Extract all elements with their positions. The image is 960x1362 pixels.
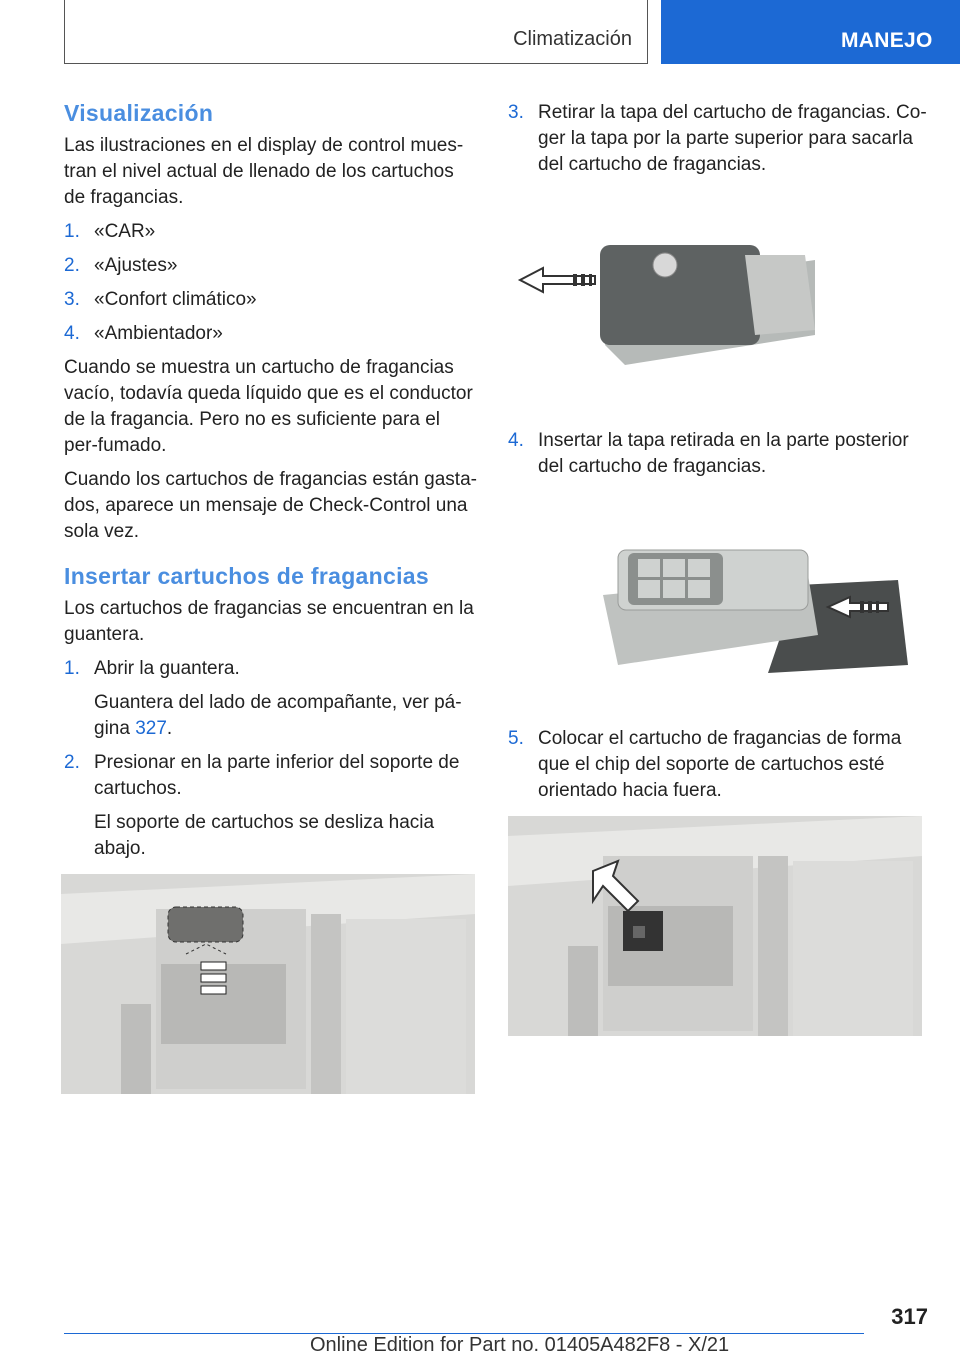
step-number: 2. (64, 752, 80, 773)
note-text: Guantera del lado de acompañante, ver pá-gina (94, 692, 462, 739)
list-text: «Ajustes» (94, 255, 178, 276)
step-3 (508, 100, 928, 178)
list-item (64, 321, 478, 347)
remove-cap-illustration (515, 240, 825, 375)
glovebox-holder-illustration (61, 874, 475, 1094)
step-1-note (94, 690, 478, 742)
list-text: «CAR» (94, 221, 156, 242)
list-item (64, 219, 478, 245)
header-section-title: Climatización (513, 28, 632, 50)
paragraph-check-control: Cuando los cartuchos de fragancias están gasta-dos, aparece un mensaje de Check-Control una sola vez. (64, 469, 477, 542)
paragraph-empty-cartridge: Cuando se muestra un cartucho de fragancias vacío, todavía queda líquido que es el conductor de la fragancia. Pero no es suficiente para el per-fumado. (64, 357, 473, 456)
list-item (64, 287, 478, 313)
note-punct: . (166, 718, 173, 739)
step-5 (508, 726, 928, 804)
right-column-step5 (508, 726, 928, 812)
heading-insertar: Insertar cartuchos de fragancias (64, 563, 429, 589)
insert-cap-illustration (598, 545, 910, 675)
cartridge-placed-illustration (508, 816, 922, 1036)
list-text: «Ambientador» (94, 323, 223, 344)
step-number: 4. (508, 430, 524, 451)
page-number: 317 (891, 1304, 928, 1329)
list-number: 4. (64, 323, 80, 344)
footer-edition-text: Online Edition for Part no. 01405A482F8 - X/21 (310, 1334, 730, 1356)
list-number: 2. (64, 255, 80, 276)
step-4 (508, 428, 928, 480)
left-column (64, 100, 478, 870)
right-column (508, 100, 928, 186)
right-column-step4 (508, 428, 928, 488)
list-item (64, 253, 478, 279)
list-number: 3. (64, 289, 80, 310)
step-number: 1. (64, 658, 80, 679)
step-text: Insertar la tapa retirada en la parte posterior del cartucho de fragancias. (538, 430, 909, 477)
step-text: Presionar en la parte inferior del soporte de cartuchos. (94, 752, 460, 799)
paragraph-intro: Las ilustraciones en el display de control mues-tran el nivel actual de llenado de los cartuchos de fragancias. (64, 135, 464, 208)
header-chapter-tab[interactable]: MANEJO (661, 0, 960, 64)
paragraph-location: Los cartuchos de fragancias se encuentran en la guantera. (64, 598, 474, 645)
step-2-note: El soporte de cartuchos se desliza hacia abajo. (94, 812, 435, 859)
list-number: 1. (64, 221, 80, 242)
step-text: Retirar la tapa del cartucho de fragancias. Co-ger la tapa por la parte superior para sacarla del cartucho de fragancias. (538, 102, 927, 175)
list-text: «Confort climático» (94, 289, 257, 310)
step-1 (64, 656, 478, 682)
step-text: Colocar el cartucho de fragancias de forma que el chip del soporte de cartuchos esté orientado hacia fuera. (538, 728, 902, 801)
step-number: 5. (508, 728, 524, 749)
step-2 (64, 750, 478, 802)
heading-visualizacion: Visualización (64, 100, 214, 126)
step-number: 3. (508, 102, 524, 123)
page-link[interactable]: 327 (135, 718, 167, 739)
step-text: Abrir la guantera. (94, 658, 240, 679)
